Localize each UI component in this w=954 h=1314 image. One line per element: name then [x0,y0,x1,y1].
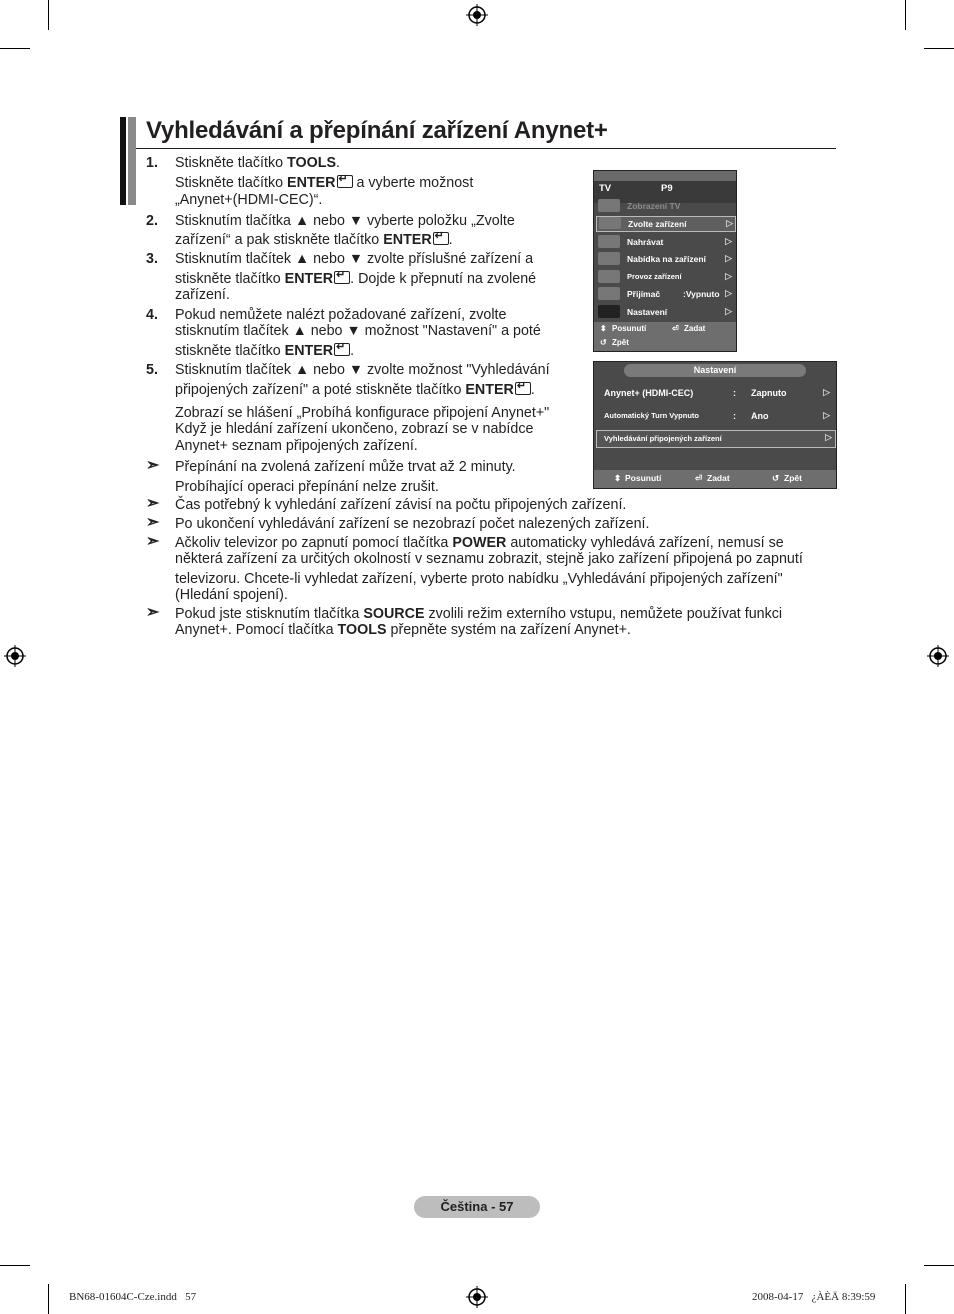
gear-icon [598,305,620,318]
title-divider [136,148,836,149]
step-text: Pokud nemůžete nalézt požadované zařízení, zvolte [175,307,507,323]
menu-item-nahravat[interactable]: Nahrávat ▷ [596,234,734,250]
step-text: stiskněte tlačítko ENTER↵ . [175,343,354,360]
step-text: stisknutím tlačítek ▲ nebo ▼ možnost "Nastavení" a poté [175,323,541,339]
arrow-right-icon: ▷ [725,253,732,263]
menu-footer: ⬍ Posunutí ⏎ Zadat ↺ Zpět [594,470,836,488]
menu-header: Nastavení [624,364,806,377]
arrow-right-icon: ▷ [725,236,732,246]
note-text: (Hledání spojení). [175,587,288,603]
registration-mark-icon [466,1286,488,1308]
step-text: Stisknutím tlačítek ▲ nebo ▼ zvolte možnost "Vyhledávání [175,362,550,378]
arrow-right-icon: ▷ [725,271,732,281]
crop-mark [48,1284,49,1314]
settings-menu-screenshot [593,361,837,489]
menu-item-zvolte-zarizeni[interactable]: Zvolte zařízení ▷ [596,216,736,232]
file-info: BN68-01604C-Cze.indd 57 [69,1291,197,1303]
menu-row-anynet[interactable]: Anynet+ (HDMI-CEC) : Zapnuto ▷ [604,387,830,398]
title-accent-bar [128,117,136,205]
crop-mark [905,0,906,30]
receiver-value: :Vypnuto [683,289,720,299]
page-number-badge: Čeština - 57 [414,1196,540,1218]
enter-icon: ⏎ [672,324,679,333]
step-text: Anynet+ seznam připojených zařízení. [175,438,418,454]
menu-item-prijimac[interactable]: Přijímač :Vypnuto ▷ [596,286,734,302]
menu-item-provoz-zarizeni[interactable]: Provoz zařízení ▷ [596,269,734,285]
step-text: „Anynet+(HDMI-CEC)“. [175,192,323,208]
tv-icon [598,199,620,212]
note-text: Přepínání na zvolená zařízení může trvat až 2 minuty. [175,459,516,475]
record-icon [598,235,620,248]
note-text: Čas potřebný k vyhledání zařízení závisí na počtu připojených zařízení. [175,497,627,513]
step-number: 1. [146,155,158,171]
step-text: Stiskněte tlačítko TOOLS. [175,155,341,171]
menu-icon [598,252,620,265]
note-arrow-icon: ➣ [146,495,160,512]
crop-mark [0,1265,30,1266]
crop-mark [924,1265,954,1266]
step-text: Stisknutím tlačítek ▲ nebo ▼ zvolte příslušné zařízení a [175,251,534,267]
note-text: Ačkoliv televizor po zapnutí pomocí tlačítka POWER automaticky vyhledává zařízení, nemusí se [175,535,784,551]
arrow-right-icon: ▷ [823,410,830,420]
print-date: 2008-04-17 ¿ÀÈÄ 8:39:59 [752,1291,876,1303]
receiver-icon [598,287,620,300]
menu-top-strip [594,171,736,181]
note-arrow-icon: ➣ [146,457,160,474]
device-icon [599,217,621,229]
registration-mark-icon [4,645,26,667]
source-label: TV [599,183,612,194]
enter-icon [337,175,353,188]
note-arrow-icon: ➣ [146,604,160,621]
remote-icon [598,270,620,283]
arrow-right-icon: ▷ [823,387,830,397]
note-arrow-icon: ➣ [146,514,160,531]
crop-mark [48,0,49,30]
step-text: připojených zařízení" a poté stiskněte tlačítko ENTER↵ . [175,382,535,399]
menu-item-zobrazeni-tv[interactable]: Zobrazení TV [596,198,734,214]
arrow-right-icon: ▷ [726,218,733,228]
return-icon: ↺ [600,338,607,347]
note-text: televizoru. Chcete-li vyhledat zařízení, vyberte proto nabídku „Vyhledávání připojených zařízení" [175,571,783,587]
crop-mark [924,48,954,49]
enter-icon [433,232,449,245]
note-text: Po ukončení vyhledávání zařízení se nezobrazí počet nalezených zařízení. [175,516,650,532]
menu-item-nastaveni[interactable]: Nastavení ▷ [596,304,734,320]
step-text: Zobrazí se hlášení „Probíhá konfigurace připojení Anynet+" [175,405,550,421]
step-text: zařízení“ a pak stiskněte tlačítko ENTER↵ . [175,232,453,249]
menu-row-auto-turn-off[interactable]: Automatický Turn Vypnuto : Ano ▷ [604,410,830,421]
title-accent-bar [120,117,126,205]
crop-mark [905,1284,906,1314]
channel-label: P9 [661,183,673,194]
note-text: Probíhající operaci přepínání nelze zrušit. [175,479,439,495]
step-number: 2. [146,213,158,229]
step-text: Když je hledání zařízení ukončeno, zobrazí se v nabídce [175,421,534,437]
step-text: zařízení. [175,287,230,303]
page-title: Vyhledávání a přepínání zařízení Anynet+ [146,117,608,144]
enter-icon [334,271,350,284]
menu-item-nabidka-na-zarizeni[interactable]: Nabídka na zařízení ▷ [596,251,734,267]
note-text: Anynet+. Pomocí tlačítka TOOLS přepněte systém na zařízení Anynet+. [175,622,631,638]
arrow-right-icon: ▷ [725,288,732,298]
step-text: stiskněte tlačítko ENTER↵ . Dojde k přepnutí na zvolené [175,271,536,288]
step-number: 5. [146,362,158,378]
menu-row-search-devices[interactable]: Vyhledávání připojených zařízení ▷ [596,430,836,448]
return-icon: ↺ [772,473,780,483]
crop-mark [0,48,30,49]
updown-icon: ⬍ [614,473,622,483]
step-number: 3. [146,251,158,267]
step-text: Stiskněte tlačítko ENTER↵ a vyberte možnost [175,175,473,192]
note-arrow-icon: ➣ [146,533,160,550]
registration-mark-icon [927,645,949,667]
updown-icon: ⬍ [600,324,607,333]
registration-mark-icon [466,4,488,26]
menu-footer: ⬍ Posunutí ⏎ Zadat ↺ Zpět [594,322,736,351]
note-text: Pokud jste stisknutím tlačítka SOURCE zvolili režim externího vstupu, nemůžete používat funkci [175,606,783,622]
note-text: některá zařízení za určitých okolností v seznamu zobrazit, stejně jako zařízení připojená po zapnutí [175,551,803,567]
step-number: 4. [146,307,158,323]
enter-icon: ⏎ [695,473,703,483]
step-text: Stisknutím tlačítka ▲ nebo ▼ vyberte položku „Zvolte [175,213,515,229]
enter-icon [334,343,350,356]
enter-icon [515,382,531,395]
tools-menu-screenshot [593,170,737,352]
arrow-right-icon: ▷ [725,306,732,316]
arrow-right-icon: ▷ [825,432,832,442]
